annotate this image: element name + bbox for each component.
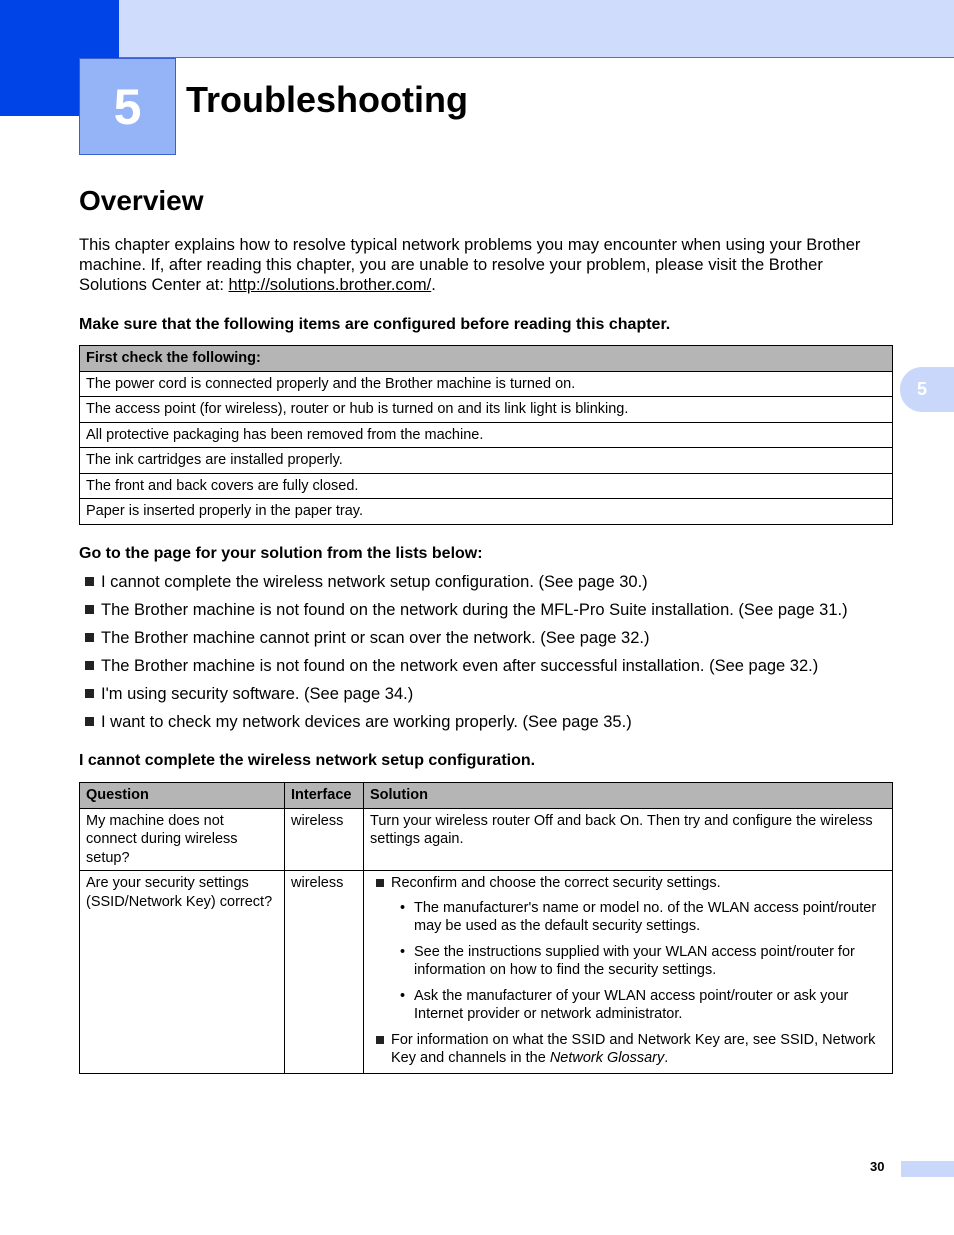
intro-text: This chapter explains how to resolve typical network problems you may encounter when using your Brother machine. If, after reading this chapter, you are unable to resolve your problem, please visit the Brother Solutions Center at:	[79, 236, 861, 294]
solution-link-text[interactable]: I want to check my network devices are working properly. (See page 35.)	[101, 713, 632, 731]
checklist-intro: Make sure that the following items are configured before reading this chapter.	[79, 316, 671, 333]
dot-bullet-icon: •	[400, 987, 406, 1004]
check-table-header: First check the following:	[80, 346, 893, 372]
check-item: The access point (for wireless), router or hub is turned on and its link light is blinking.	[80, 397, 893, 423]
wireless-troubleshooting-table	[79, 782, 893, 1074]
solution-bullet	[376, 874, 886, 893]
first-check-table	[79, 345, 893, 525]
check-item: The front and back covers are fully closed.	[80, 473, 893, 499]
page-number-bar	[901, 1161, 954, 1177]
solution-link-text[interactable]: I cannot complete the wireless network setup configuration. (See page 30.)	[101, 573, 648, 591]
intro-paragraph	[79, 235, 894, 295]
list-item[interactable]	[85, 684, 848, 712]
column-header-question: Question	[80, 783, 285, 809]
brother-solutions-link[interactable]: http://solutions.brother.com/	[228, 276, 432, 294]
section-heading: Overview	[79, 185, 204, 216]
solution-extra-end: .	[664, 1050, 669, 1066]
chapter-side-tab[interactable]: 5	[900, 367, 954, 412]
solutions-list	[85, 572, 848, 740]
list-item[interactable]	[85, 628, 848, 656]
glossary-reference[interactable]: Network Glossary	[549, 1050, 665, 1066]
square-bullet-icon	[85, 577, 94, 586]
question-cell: My machine does not connect during wireless setup?	[80, 808, 285, 871]
solution-bullet	[376, 1031, 886, 1068]
square-bullet-icon	[376, 1036, 384, 1044]
solution-link-text[interactable]: I'm using security software. (See page 34.)	[101, 685, 414, 703]
column-header-solution: Solution	[364, 783, 893, 809]
list-item[interactable]	[85, 572, 848, 600]
sub-item-text: The manufacturer's name or model no. of the WLAN access point/router may be used as the default security settings.	[414, 899, 877, 934]
table-row	[80, 473, 893, 499]
interface-cell: wireless	[285, 808, 364, 871]
check-item: All protective packaging has been removed from the machine.	[80, 422, 893, 448]
table-row	[80, 371, 893, 397]
column-header-interface: Interface	[285, 783, 364, 809]
list-item[interactable]	[85, 656, 848, 684]
intro-end: .	[431, 276, 436, 294]
dot-bullet-icon: •	[400, 899, 406, 916]
chapter-number: 5	[79, 58, 176, 155]
solution-link-text[interactable]: The Brother machine is not found on the network during the MFL-Pro Suite installation. (See page 31.)	[101, 601, 848, 619]
table-row	[80, 422, 893, 448]
solution-cell	[364, 871, 893, 1074]
table-row	[80, 499, 893, 525]
list-item	[400, 899, 886, 936]
list-item[interactable]	[85, 712, 848, 740]
solution-main-text: Reconfirm and choose the correct security settings.	[391, 875, 721, 891]
solution-extra-text	[391, 1031, 886, 1068]
table-row	[80, 808, 893, 871]
page-number: 30	[870, 1159, 885, 1174]
check-item: Paper is inserted properly in the paper tray.	[80, 499, 893, 525]
question-cell: Are your security settings (SSID/Network Key) correct?	[80, 871, 285, 1074]
list-item	[400, 987, 886, 1024]
solution-link-text[interactable]: The Brother machine cannot print or scan over the network. (See page 32.)	[101, 629, 650, 647]
top-band	[0, 0, 954, 58]
table-row	[80, 397, 893, 423]
square-bullet-icon	[85, 661, 94, 670]
table-row	[80, 871, 893, 1074]
solution-cell: Turn your wireless router Off and back On. Then try and configure the wireless settings again.	[364, 808, 893, 871]
square-bullet-icon	[376, 879, 384, 887]
list-item	[400, 943, 886, 980]
list-item[interactable]	[85, 600, 848, 628]
sub-item-text: See the instructions supplied with your WLAN access point/router for information on how to find the security settings.	[414, 943, 855, 978]
solutions-heading: Go to the page for your solution from the lists below:	[79, 545, 483, 562]
chapter-title: Troubleshooting	[186, 79, 468, 120]
dot-bullet-icon: •	[400, 943, 406, 960]
square-bullet-icon	[85, 717, 94, 726]
wireless-section-heading: I cannot complete the wireless network setup configuration.	[79, 752, 536, 769]
square-bullet-icon	[85, 633, 94, 642]
sub-item-text: Ask the manufacturer of your WLAN access point/router or ask your Internet provider or network administrator.	[414, 987, 849, 1022]
square-bullet-icon	[85, 605, 94, 614]
solution-link-text[interactable]: The Brother machine is not found on the network even after successful installation. (See page 32.)	[101, 657, 819, 675]
table-row	[80, 448, 893, 474]
check-item: The power cord is connected properly and the Brother machine is turned on.	[80, 371, 893, 397]
square-bullet-icon	[85, 689, 94, 698]
interface-cell: wireless	[285, 871, 364, 1074]
solution-extra: For information on what the SSID and Network Key are, see SSID, Network Key and channels in the	[391, 1031, 876, 1066]
check-item: The ink cartridges are installed properly.	[80, 448, 893, 474]
solution-sub-list	[400, 899, 886, 1024]
